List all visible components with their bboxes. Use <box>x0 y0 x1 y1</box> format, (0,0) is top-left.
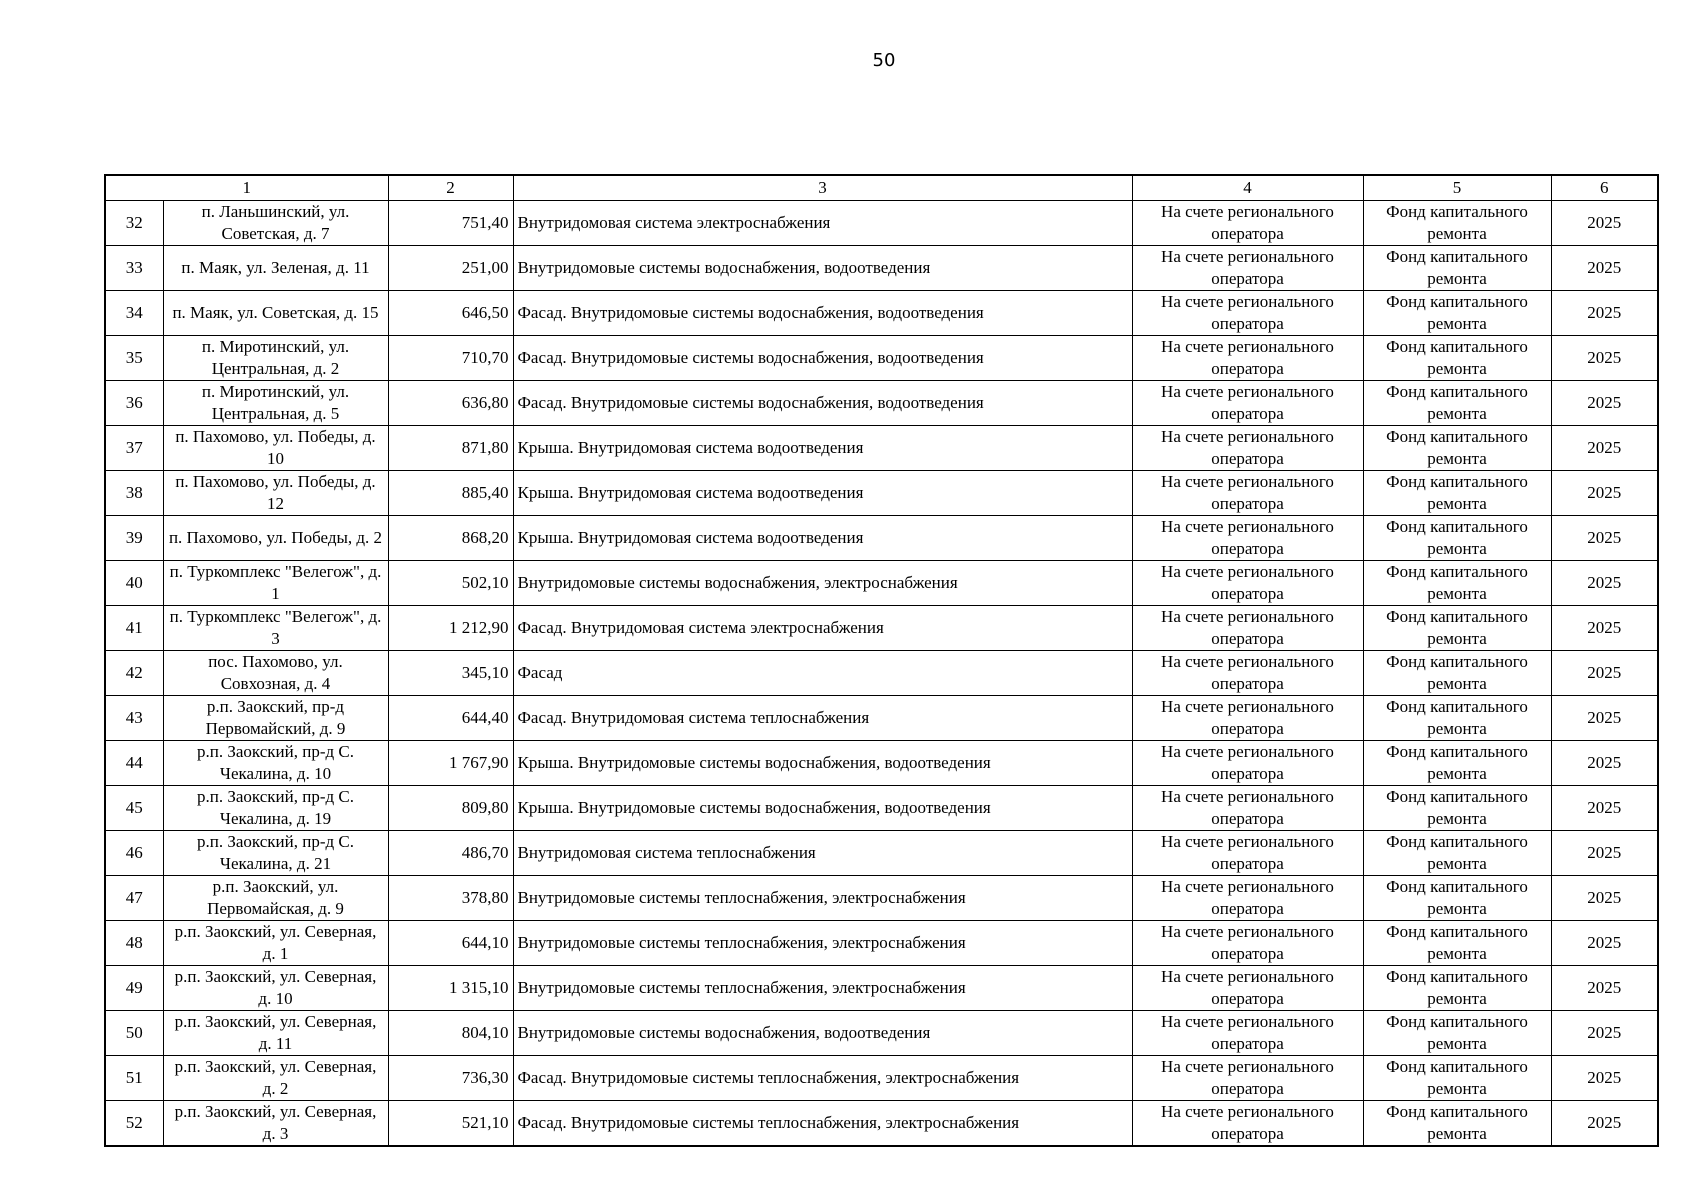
area-cell: 804,10 <box>388 1011 513 1056</box>
account-cell: На счете регионального оператора <box>1132 1011 1363 1056</box>
year-cell: 2025 <box>1551 651 1658 696</box>
area-cell: 636,80 <box>388 381 513 426</box>
address-cell: п. Пахомово, ул. Победы, д. 12 <box>163 471 388 516</box>
works-cell: Крыша. Внутридомовая система водоотведения <box>513 516 1132 561</box>
table-row <box>105 561 1658 606</box>
area-cell: 644,10 <box>388 921 513 966</box>
area-cell: 1 767,90 <box>388 741 513 786</box>
funding-source-cell: Фонд капитального ремонта <box>1363 561 1551 606</box>
area-cell: 871,80 <box>388 426 513 471</box>
table-header-row <box>105 175 1658 201</box>
table-row <box>105 381 1658 426</box>
address-cell: р.п. Заокский, ул. Северная, д. 1 <box>163 921 388 966</box>
works-cell: Фасад. Внутридомовая система электроснабжения <box>513 606 1132 651</box>
area-cell: 345,10 <box>388 651 513 696</box>
works-cell: Внутридомовая система электроснабжения <box>513 201 1132 246</box>
table-row <box>105 966 1658 1011</box>
area-cell: 378,80 <box>388 876 513 921</box>
funding-source-cell: Фонд капитального ремонта <box>1363 831 1551 876</box>
row-number: 39 <box>105 516 163 561</box>
area-cell: 751,40 <box>388 201 513 246</box>
funding-source-cell: Фонд капитального ремонта <box>1363 876 1551 921</box>
year-cell: 2025 <box>1551 201 1658 246</box>
funding-source-cell: Фонд капитального ремонта <box>1363 201 1551 246</box>
row-number: 40 <box>105 561 163 606</box>
table-row <box>105 1011 1658 1056</box>
table-row <box>105 606 1658 651</box>
account-cell: На счете регионального оператора <box>1132 246 1363 291</box>
year-cell: 2025 <box>1551 606 1658 651</box>
table-row <box>105 291 1658 336</box>
works-cell: Крыша. Внутридомовая система водоотведения <box>513 471 1132 516</box>
row-number: 35 <box>105 336 163 381</box>
table-row <box>105 651 1658 696</box>
year-cell: 2025 <box>1551 921 1658 966</box>
row-number: 45 <box>105 786 163 831</box>
year-cell: 2025 <box>1551 831 1658 876</box>
year-cell: 2025 <box>1551 381 1658 426</box>
row-number: 44 <box>105 741 163 786</box>
funding-source-cell: Фонд капитального ремонта <box>1363 921 1551 966</box>
page-number: 50 <box>872 50 896 71</box>
year-cell: 2025 <box>1551 1101 1658 1147</box>
table-row <box>105 426 1658 471</box>
works-cell: Фасад. Внутридомовые системы теплоснабжения, электроснабжения <box>513 1101 1132 1147</box>
year-cell: 2025 <box>1551 291 1658 336</box>
works-cell: Фасад. Внутридомовые системы теплоснабжения, электроснабжения <box>513 1056 1132 1101</box>
address-cell: р.п. Заокский, пр-д Первомайский, д. 9 <box>163 696 388 741</box>
year-cell: 2025 <box>1551 1011 1658 1056</box>
table-row <box>105 201 1658 246</box>
funding-source-cell: Фонд капитального ремонта <box>1363 381 1551 426</box>
year-cell: 2025 <box>1551 786 1658 831</box>
address-cell: р.п. Заокский, пр-д С. Чекалина, д. 10 <box>163 741 388 786</box>
address-cell: п. Миротинский, ул. Центральная, д. 2 <box>163 336 388 381</box>
works-cell: Фасад. Внутридомовые системы водоснабжения, водоотведения <box>513 381 1132 426</box>
area-cell: 868,20 <box>388 516 513 561</box>
address-cell: р.п. Заокский, ул. Первомайская, д. 9 <box>163 876 388 921</box>
funding-source-cell: Фонд капитального ремонта <box>1363 966 1551 1011</box>
account-cell: На счете регионального оператора <box>1132 741 1363 786</box>
table-row <box>105 786 1658 831</box>
funding-source-cell: Фонд капитального ремонта <box>1363 246 1551 291</box>
account-cell: На счете регионального оператора <box>1132 1056 1363 1101</box>
address-cell: п. Маяк, ул. Советская, д. 15 <box>163 291 388 336</box>
table-row <box>105 1101 1658 1147</box>
account-cell: На счете регионального оператора <box>1132 606 1363 651</box>
registry-table <box>104 174 1659 1147</box>
row-number: 34 <box>105 291 163 336</box>
address-cell: п. Ланьшинский, ул. Советская, д. 7 <box>163 201 388 246</box>
account-cell: На счете регионального оператора <box>1132 876 1363 921</box>
year-cell: 2025 <box>1551 516 1658 561</box>
table-row <box>105 831 1658 876</box>
year-cell: 2025 <box>1551 246 1658 291</box>
row-number: 36 <box>105 381 163 426</box>
year-cell: 2025 <box>1551 696 1658 741</box>
year-cell: 2025 <box>1551 741 1658 786</box>
funding-source-cell: Фонд капитального ремонта <box>1363 1056 1551 1101</box>
year-cell: 2025 <box>1551 561 1658 606</box>
table-row <box>105 921 1658 966</box>
works-cell: Внутридомовые системы теплоснабжения, электроснабжения <box>513 921 1132 966</box>
area-cell: 502,10 <box>388 561 513 606</box>
address-cell: р.п. Заокский, ул. Северная, д. 11 <box>163 1011 388 1056</box>
header-col-4: 4 <box>1132 175 1363 201</box>
funding-source-cell: Фонд капитального ремонта <box>1363 606 1551 651</box>
works-cell: Фасад <box>513 651 1132 696</box>
account-cell: На счете регионального оператора <box>1132 291 1363 336</box>
year-cell: 2025 <box>1551 426 1658 471</box>
address-cell: п. Миротинский, ул. Центральная, д. 5 <box>163 381 388 426</box>
header-col-6: 6 <box>1551 175 1658 201</box>
account-cell: На счете регионального оператора <box>1132 336 1363 381</box>
funding-source-cell: Фонд капитального ремонта <box>1363 1101 1551 1147</box>
works-cell: Внутридомовые системы теплоснабжения, электроснабжения <box>513 966 1132 1011</box>
address-cell: пос. Пахомово, ул. Совхозная, д. 4 <box>163 651 388 696</box>
funding-source-cell: Фонд капитального ремонта <box>1363 786 1551 831</box>
works-cell: Фасад. Внутридомовая система теплоснабжения <box>513 696 1132 741</box>
year-cell: 2025 <box>1551 966 1658 1011</box>
table-row <box>105 471 1658 516</box>
address-cell: р.п. Заокский, ул. Северная, д. 10 <box>163 966 388 1011</box>
funding-source-cell: Фонд капитального ремонта <box>1363 651 1551 696</box>
account-cell: На счете регионального оператора <box>1132 381 1363 426</box>
funding-source-cell: Фонд капитального ремонта <box>1363 1011 1551 1056</box>
row-number: 50 <box>105 1011 163 1056</box>
account-cell: На счете регионального оператора <box>1132 561 1363 606</box>
table-row <box>105 1056 1658 1101</box>
address-cell: р.п. Заокский, пр-д С. Чекалина, д. 19 <box>163 786 388 831</box>
row-number: 41 <box>105 606 163 651</box>
account-cell: На счете регионального оператора <box>1132 1101 1363 1147</box>
account-cell: На счете регионального оператора <box>1132 831 1363 876</box>
row-number: 52 <box>105 1101 163 1147</box>
area-cell: 644,40 <box>388 696 513 741</box>
funding-source-cell: Фонд капитального ремонта <box>1363 291 1551 336</box>
account-cell: На счете регионального оператора <box>1132 426 1363 471</box>
year-cell: 2025 <box>1551 336 1658 381</box>
funding-source-cell: Фонд капитального ремонта <box>1363 696 1551 741</box>
header-col-5: 5 <box>1363 175 1551 201</box>
address-cell: р.п. Заокский, ул. Северная, д. 2 <box>163 1056 388 1101</box>
area-cell: 1 315,10 <box>388 966 513 1011</box>
area-cell: 885,40 <box>388 471 513 516</box>
account-cell: На счете регионального оператора <box>1132 471 1363 516</box>
account-cell: На счете регионального оператора <box>1132 651 1363 696</box>
header-col-3: 3 <box>513 175 1132 201</box>
year-cell: 2025 <box>1551 1056 1658 1101</box>
row-number: 32 <box>105 201 163 246</box>
funding-source-cell: Фонд капитального ремонта <box>1363 471 1551 516</box>
works-cell: Крыша. Внутридомовая система водоотведения <box>513 426 1132 471</box>
works-cell: Внутридомовые системы водоснабжения, электроснабжения <box>513 561 1132 606</box>
row-number: 46 <box>105 831 163 876</box>
works-cell: Фасад. Внутридомовые системы водоснабжения, водоотведения <box>513 336 1132 381</box>
address-cell: п. Туркомплекс "Велегож", д. 1 <box>163 561 388 606</box>
account-cell: На счете регионального оператора <box>1132 786 1363 831</box>
table-row <box>105 246 1658 291</box>
row-number: 51 <box>105 1056 163 1101</box>
table-row <box>105 696 1658 741</box>
works-cell: Крыша. Внутридомовые системы водоснабжения, водоотведения <box>513 741 1132 786</box>
works-cell: Внутридомовые системы теплоснабжения, электроснабжения <box>513 876 1132 921</box>
area-cell: 1 212,90 <box>388 606 513 651</box>
row-number: 48 <box>105 921 163 966</box>
row-number: 38 <box>105 471 163 516</box>
row-number: 47 <box>105 876 163 921</box>
works-cell: Фасад. Внутридомовые системы водоснабжения, водоотведения <box>513 291 1132 336</box>
row-number: 37 <box>105 426 163 471</box>
area-cell: 809,80 <box>388 786 513 831</box>
area-cell: 710,70 <box>388 336 513 381</box>
table-row <box>105 876 1658 921</box>
area-cell: 736,30 <box>388 1056 513 1101</box>
year-cell: 2025 <box>1551 876 1658 921</box>
works-cell: Внутридомовая система теплоснабжения <box>513 831 1132 876</box>
works-cell: Внутридомовые системы водоснабжения, водоотведения <box>513 1011 1132 1056</box>
year-cell: 2025 <box>1551 471 1658 516</box>
header-col-1: 1 <box>105 175 388 201</box>
account-cell: На счете регионального оператора <box>1132 696 1363 741</box>
table-row <box>105 741 1658 786</box>
address-cell: р.п. Заокский, ул. Северная, д. 3 <box>163 1101 388 1147</box>
address-cell: п. Туркомплекс "Велегож", д. 3 <box>163 606 388 651</box>
row-number: 42 <box>105 651 163 696</box>
area-cell: 251,00 <box>388 246 513 291</box>
funding-source-cell: Фонд капитального ремонта <box>1363 426 1551 471</box>
row-number: 49 <box>105 966 163 1011</box>
area-cell: 486,70 <box>388 831 513 876</box>
area-cell: 521,10 <box>388 1101 513 1147</box>
works-cell: Внутридомовые системы водоснабжения, водоотведения <box>513 246 1132 291</box>
table-row <box>105 336 1658 381</box>
works-cell: Крыша. Внутридомовые системы водоснабжения, водоотведения <box>513 786 1132 831</box>
address-cell: п. Маяк, ул. Зеленая, д. 11 <box>163 246 388 291</box>
address-cell: р.п. Заокский, пр-д С. Чекалина, д. 21 <box>163 831 388 876</box>
account-cell: На счете регионального оператора <box>1132 516 1363 561</box>
account-cell: На счете регионального оператора <box>1132 966 1363 1011</box>
area-cell: 646,50 <box>388 291 513 336</box>
table-body <box>105 201 1658 1147</box>
address-cell: п. Пахомово, ул. Победы, д. 10 <box>163 426 388 471</box>
header-col-2: 2 <box>388 175 513 201</box>
funding-source-cell: Фонд капитального ремонта <box>1363 741 1551 786</box>
table-row <box>105 516 1658 561</box>
row-number: 43 <box>105 696 163 741</box>
funding-source-cell: Фонд капитального ремонта <box>1363 516 1551 561</box>
account-cell: На счете регионального оператора <box>1132 921 1363 966</box>
account-cell: На счете регионального оператора <box>1132 201 1363 246</box>
row-number: 33 <box>105 246 163 291</box>
address-cell: п. Пахомово, ул. Победы, д. 2 <box>163 516 388 561</box>
funding-source-cell: Фонд капитального ремонта <box>1363 336 1551 381</box>
